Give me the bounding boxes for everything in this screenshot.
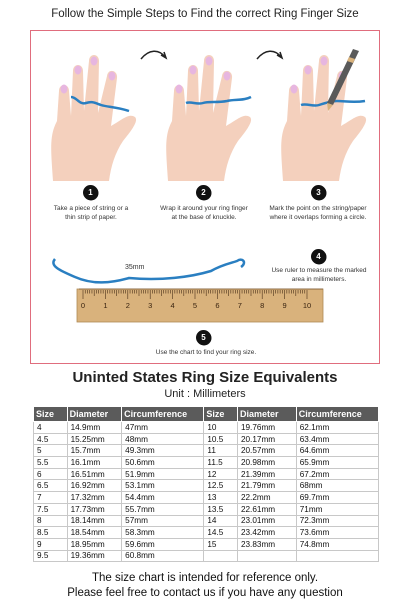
table-cell: 19.76mm — [237, 422, 296, 434]
table-cell: 14.9mm — [67, 422, 122, 434]
table-cell: 8 — [34, 515, 68, 527]
ruler-tick-label: 10 — [302, 301, 312, 310]
ruler-tick-label: 1 — [103, 301, 108, 310]
ruler-tick-label: 3 — [148, 301, 153, 310]
table-cell: 6.5 — [34, 480, 68, 492]
chart-title: Uninted States Ring Size Equivalents — [72, 369, 338, 386]
table-row — [34, 503, 379, 515]
table-cell: 19.36mm — [67, 550, 122, 562]
table-cell: 6 — [34, 468, 68, 480]
table-cell: 7.5 — [34, 503, 68, 515]
table-cell: 16.1mm — [67, 457, 122, 469]
table-row — [34, 492, 379, 504]
table-row — [34, 550, 379, 562]
table-row — [34, 480, 379, 492]
table-cell: 64.6mm — [296, 445, 378, 457]
table-cell: 4.5 — [34, 433, 68, 445]
table-cell: 72.3mm — [296, 515, 378, 527]
table-cell: 20.17mm — [237, 433, 296, 445]
column-header: Diameter — [67, 407, 122, 422]
table-cell: 18.14mm — [67, 515, 122, 527]
table-cell: 17.32mm — [67, 492, 122, 504]
column-header: Size — [34, 407, 68, 422]
table-cell: 15 — [204, 538, 238, 550]
table-cell: 8.5 — [34, 527, 68, 539]
table-row — [34, 445, 379, 457]
table-cell: 10 — [204, 422, 238, 434]
table-cell: 59.6mm — [122, 538, 204, 550]
ruler-tick-label: 7 — [237, 301, 242, 310]
measured-string — [53, 259, 244, 282]
column-header: Circumference — [122, 407, 204, 422]
table-cell: 57mm — [122, 515, 204, 527]
table-cell: 20.98mm — [237, 457, 296, 469]
table-row — [34, 422, 379, 434]
table-cell: 67.2mm — [296, 468, 378, 480]
table-cell: 53.1mm — [122, 480, 204, 492]
table-cell: 20.57mm — [237, 445, 296, 457]
table-cell: 11 — [204, 445, 238, 457]
table-cell: 49.3mm — [122, 445, 204, 457]
table-cell: 47mm — [122, 422, 204, 434]
table-cell — [237, 550, 296, 562]
table-cell: 62.1mm — [296, 422, 378, 434]
step-4-text: Use ruler to measure the marked area in millimeters. — [271, 267, 367, 283]
table-cell: 55.7mm — [122, 503, 204, 515]
table-cell: 22.2mm — [237, 492, 296, 504]
step-5-text: Use the chart to find your ring size. — [155, 349, 257, 356]
table-cell: 51.9mm — [122, 468, 204, 480]
table-cell: 12.5 — [204, 480, 238, 492]
unit-label: Unit : Millimeters — [164, 388, 246, 400]
table-cell: 65.9mm — [296, 457, 378, 469]
table-cell: 4 — [34, 422, 68, 434]
table-row — [34, 527, 379, 539]
table-cell — [296, 550, 378, 562]
step-5-badge: 5 — [196, 330, 211, 345]
instructions-panel — [30, 30, 380, 364]
table-cell: 15.7mm — [67, 445, 122, 457]
ruler-tick-label: 0 — [80, 301, 86, 310]
table-cell: 14.5 — [204, 527, 238, 539]
table-cell: 73.6mm — [296, 527, 378, 539]
measurement-label: 35mm — [125, 264, 145, 271]
table-cell: 63.4mm — [296, 433, 378, 445]
table-cell: 23.01mm — [237, 515, 296, 527]
footer-line-2: Please feel free to contact us if you have any question — [67, 587, 343, 599]
step-2-text: Wrap it around your ring finger at the base of knuckle. — [160, 205, 248, 221]
table-cell: 60.8mm — [122, 550, 204, 562]
column-header: Diameter — [237, 407, 296, 422]
table-cell: 17.73mm — [67, 503, 122, 515]
table-cell: 13.5 — [204, 503, 238, 515]
column-header: Circumference — [296, 407, 378, 422]
table-cell: 5 — [34, 445, 68, 457]
table-cell: 5.5 — [34, 457, 68, 469]
table-cell: 22.61mm — [237, 503, 296, 515]
table-cell: 18.95mm — [67, 538, 122, 550]
step-2-badge: 2 — [196, 185, 211, 200]
step-4-badge: 4 — [311, 249, 326, 264]
table-cell: 10.5 — [204, 433, 238, 445]
table-cell: 15.25mm — [67, 433, 122, 445]
ruler-tick-label: 5 — [192, 301, 198, 310]
step-1-text: Take a piece of string or a thin strip of paper. — [53, 205, 129, 221]
hand-illustration-1 — [51, 55, 136, 181]
ruler-tick-label: 6 — [215, 301, 220, 310]
column-header: Size — [204, 407, 238, 422]
table-cell: 68mm — [296, 480, 378, 492]
table-cell: 54.4mm — [122, 492, 204, 504]
table-cell: 16.92mm — [67, 480, 122, 492]
table-cell: 9 — [34, 538, 68, 550]
ruler-tick-label: 8 — [260, 301, 265, 310]
hand-illustration-3 — [281, 49, 366, 181]
ruler-tick-label: 4 — [170, 301, 175, 310]
table-cell: 16.51mm — [67, 468, 122, 480]
step-3-text: Mark the point on the string/paper where it overlaps forming a circle. — [269, 205, 367, 221]
ruler-tick-label: 2 — [125, 301, 130, 310]
table-row — [34, 515, 379, 527]
table-cell: 23.42mm — [237, 527, 296, 539]
table-cell: 23.83mm — [237, 538, 296, 550]
table-cell: 71mm — [296, 503, 378, 515]
table-cell: 58.3mm — [122, 527, 204, 539]
table-cell: 69.7mm — [296, 492, 378, 504]
hand-illustration-2 — [166, 55, 251, 181]
step-3-badge: 3 — [311, 185, 326, 200]
table-cell: 74.8mm — [296, 538, 378, 550]
table-cell: 9.5 — [34, 550, 68, 562]
table-row — [34, 538, 379, 550]
instructions-heading: Follow the Simple Steps to Find the correct Ring Finger Size — [51, 8, 359, 20]
table-row — [34, 433, 379, 445]
ring-size-table — [33, 406, 379, 562]
table-header-row — [34, 407, 379, 422]
table-cell: 7 — [34, 492, 68, 504]
table-cell: 21.79mm — [237, 480, 296, 492]
table-row — [34, 468, 379, 480]
ruler-tick-label: 9 — [282, 301, 287, 310]
footer-line-1: The size chart is intended for reference only. — [91, 572, 319, 584]
table-cell: 21.39mm — [237, 468, 296, 480]
table-cell — [204, 550, 238, 562]
table-cell: 12 — [204, 468, 238, 480]
table-cell: 50.6mm — [122, 457, 204, 469]
table-cell: 14 — [204, 515, 238, 527]
table-cell: 11.5 — [204, 457, 238, 469]
table-row — [34, 457, 379, 469]
table-cell: 18.54mm — [67, 527, 122, 539]
step-1-badge: 1 — [83, 185, 98, 200]
table-cell: 48mm — [122, 433, 204, 445]
table-cell: 13 — [204, 492, 238, 504]
